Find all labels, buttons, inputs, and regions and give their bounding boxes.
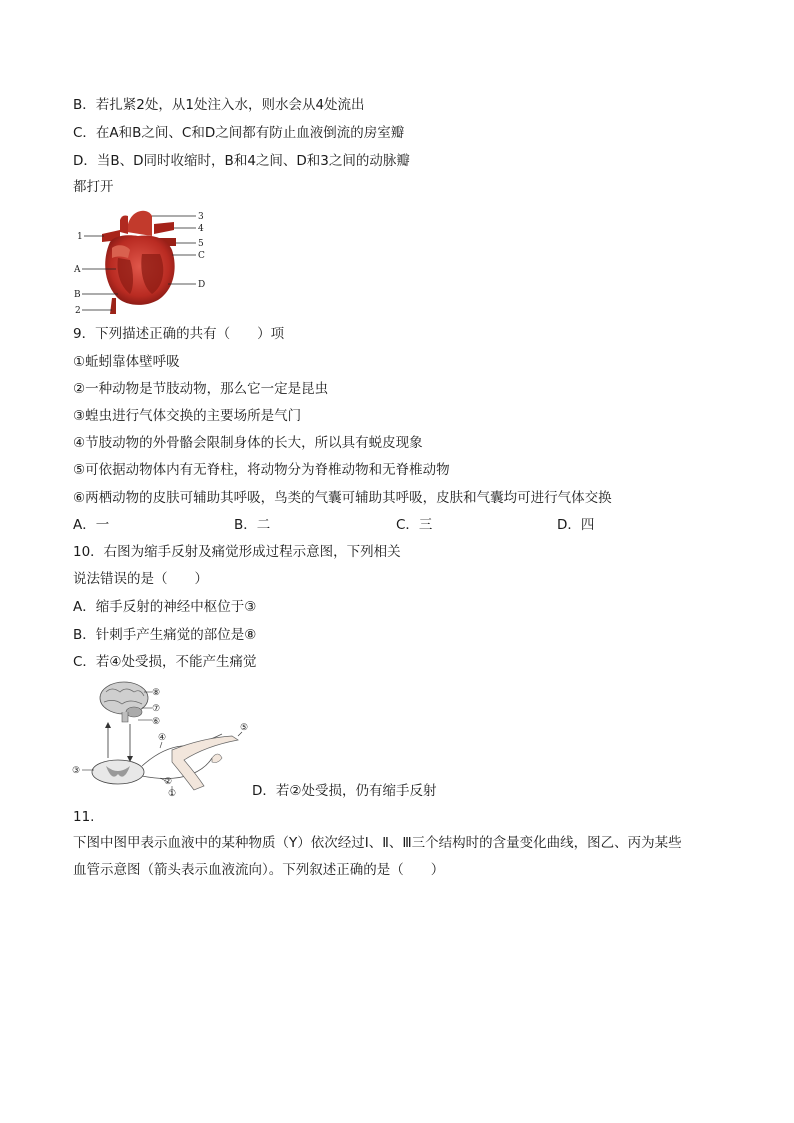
heart-label-1: 1: [77, 232, 83, 242]
q9-item-2: ②一种动物是节肢动物，那么它一定是昆虫: [73, 381, 329, 397]
q10-option-b: B．针刺手产生痛觉的部位是⑧: [73, 627, 257, 643]
q11-stem-line2: 血管示意图（箭头表示血液流向）。下列叙述正确的是（ ）: [73, 862, 445, 878]
q8-option-d-line2: 都打开: [73, 179, 114, 195]
reflex-label-1: ①: [168, 789, 177, 798]
reflex-label-8: ⑧: [152, 688, 161, 698]
q9-item-5: ⑤可依据动物体内有无脊柱，将动物分为脊椎动物和无脊椎动物: [73, 462, 450, 478]
q8-option-c: C．在A和B之间、C和D之间都有防止血液倒流的房室瓣: [73, 125, 405, 141]
q11-stem-line1: 下图中图甲表示血液中的某种物质（Y）依次经过Ⅰ、Ⅱ、Ⅲ三个结构时的含量变化曲线，图乙、丙为某些: [73, 835, 682, 851]
heart-body: [105, 235, 174, 305]
q9-choice-d: D．四: [557, 517, 595, 533]
q9-item-4: ④节肢动物的外骨骼会限制身体的长大，所以具有蜕皮现象: [73, 435, 423, 451]
q10-stem-line1: 10．右图为缩手反射及痛觉形成过程示意图，下列相关: [73, 544, 401, 560]
reflex-label-6: ⑥: [152, 717, 161, 727]
q8-option-d-line1: D．当B、D同时收缩时，B和4之间、D和3之间的动脉瓣: [73, 153, 410, 169]
heart-label-4: 4: [198, 224, 204, 234]
q11-number: 11.: [73, 809, 95, 825]
heart-label-c: C: [198, 251, 205, 261]
q8-option-b: B．若扎紧2处，从1处注入水，则水会从4处流出: [73, 97, 365, 113]
reflex-label-2: ②: [164, 777, 173, 787]
heart-label-a: A: [74, 265, 81, 275]
heart-figure: [72, 202, 212, 320]
heart-label-2: 2: [75, 306, 81, 316]
q9-item-3: ③蝗虫进行气体交换的主要场所是气门: [73, 408, 302, 424]
q9-choice-c: C．三: [396, 517, 433, 533]
arm-shape: [172, 736, 238, 790]
reflex-label-4: ④: [158, 733, 167, 743]
q10-option-a: A．缩手反射的神经中枢位于③: [73, 599, 257, 615]
heart-label-3: 3: [198, 212, 204, 222]
q10-stem-line2: 说法错误的是（ ）: [73, 571, 208, 587]
reflex-arc-figure: [72, 678, 252, 798]
q10-option-c: C．若④处受损，不能产生痛觉: [73, 654, 257, 670]
q9-choice-b: B．二: [234, 517, 271, 533]
q10-option-d: D．若②处受损，仍有缩手反射: [252, 783, 437, 799]
reflex-label-5: ⑤: [240, 723, 249, 733]
heart-label-b: B: [74, 290, 81, 300]
q9-choice-a: A．一: [73, 517, 110, 533]
reflex-label-7: ⑦: [152, 704, 161, 714]
aorta-shape: [127, 211, 152, 236]
reflex-label-3: ③: [72, 766, 81, 776]
heart-label-d: D: [198, 280, 206, 290]
q9-stem: 9．下列描述正确的共有（ ）项: [73, 326, 285, 342]
heart-label-5: 5: [198, 239, 204, 249]
q9-item-1: ①蚯蚓靠体壁呼吸: [73, 354, 180, 370]
q9-item-6: ⑥两栖动物的皮肤可辅助其呼吸，鸟类的气囊可辅助其呼吸，皮肤和气囊均可进行气体交换: [73, 490, 612, 506]
